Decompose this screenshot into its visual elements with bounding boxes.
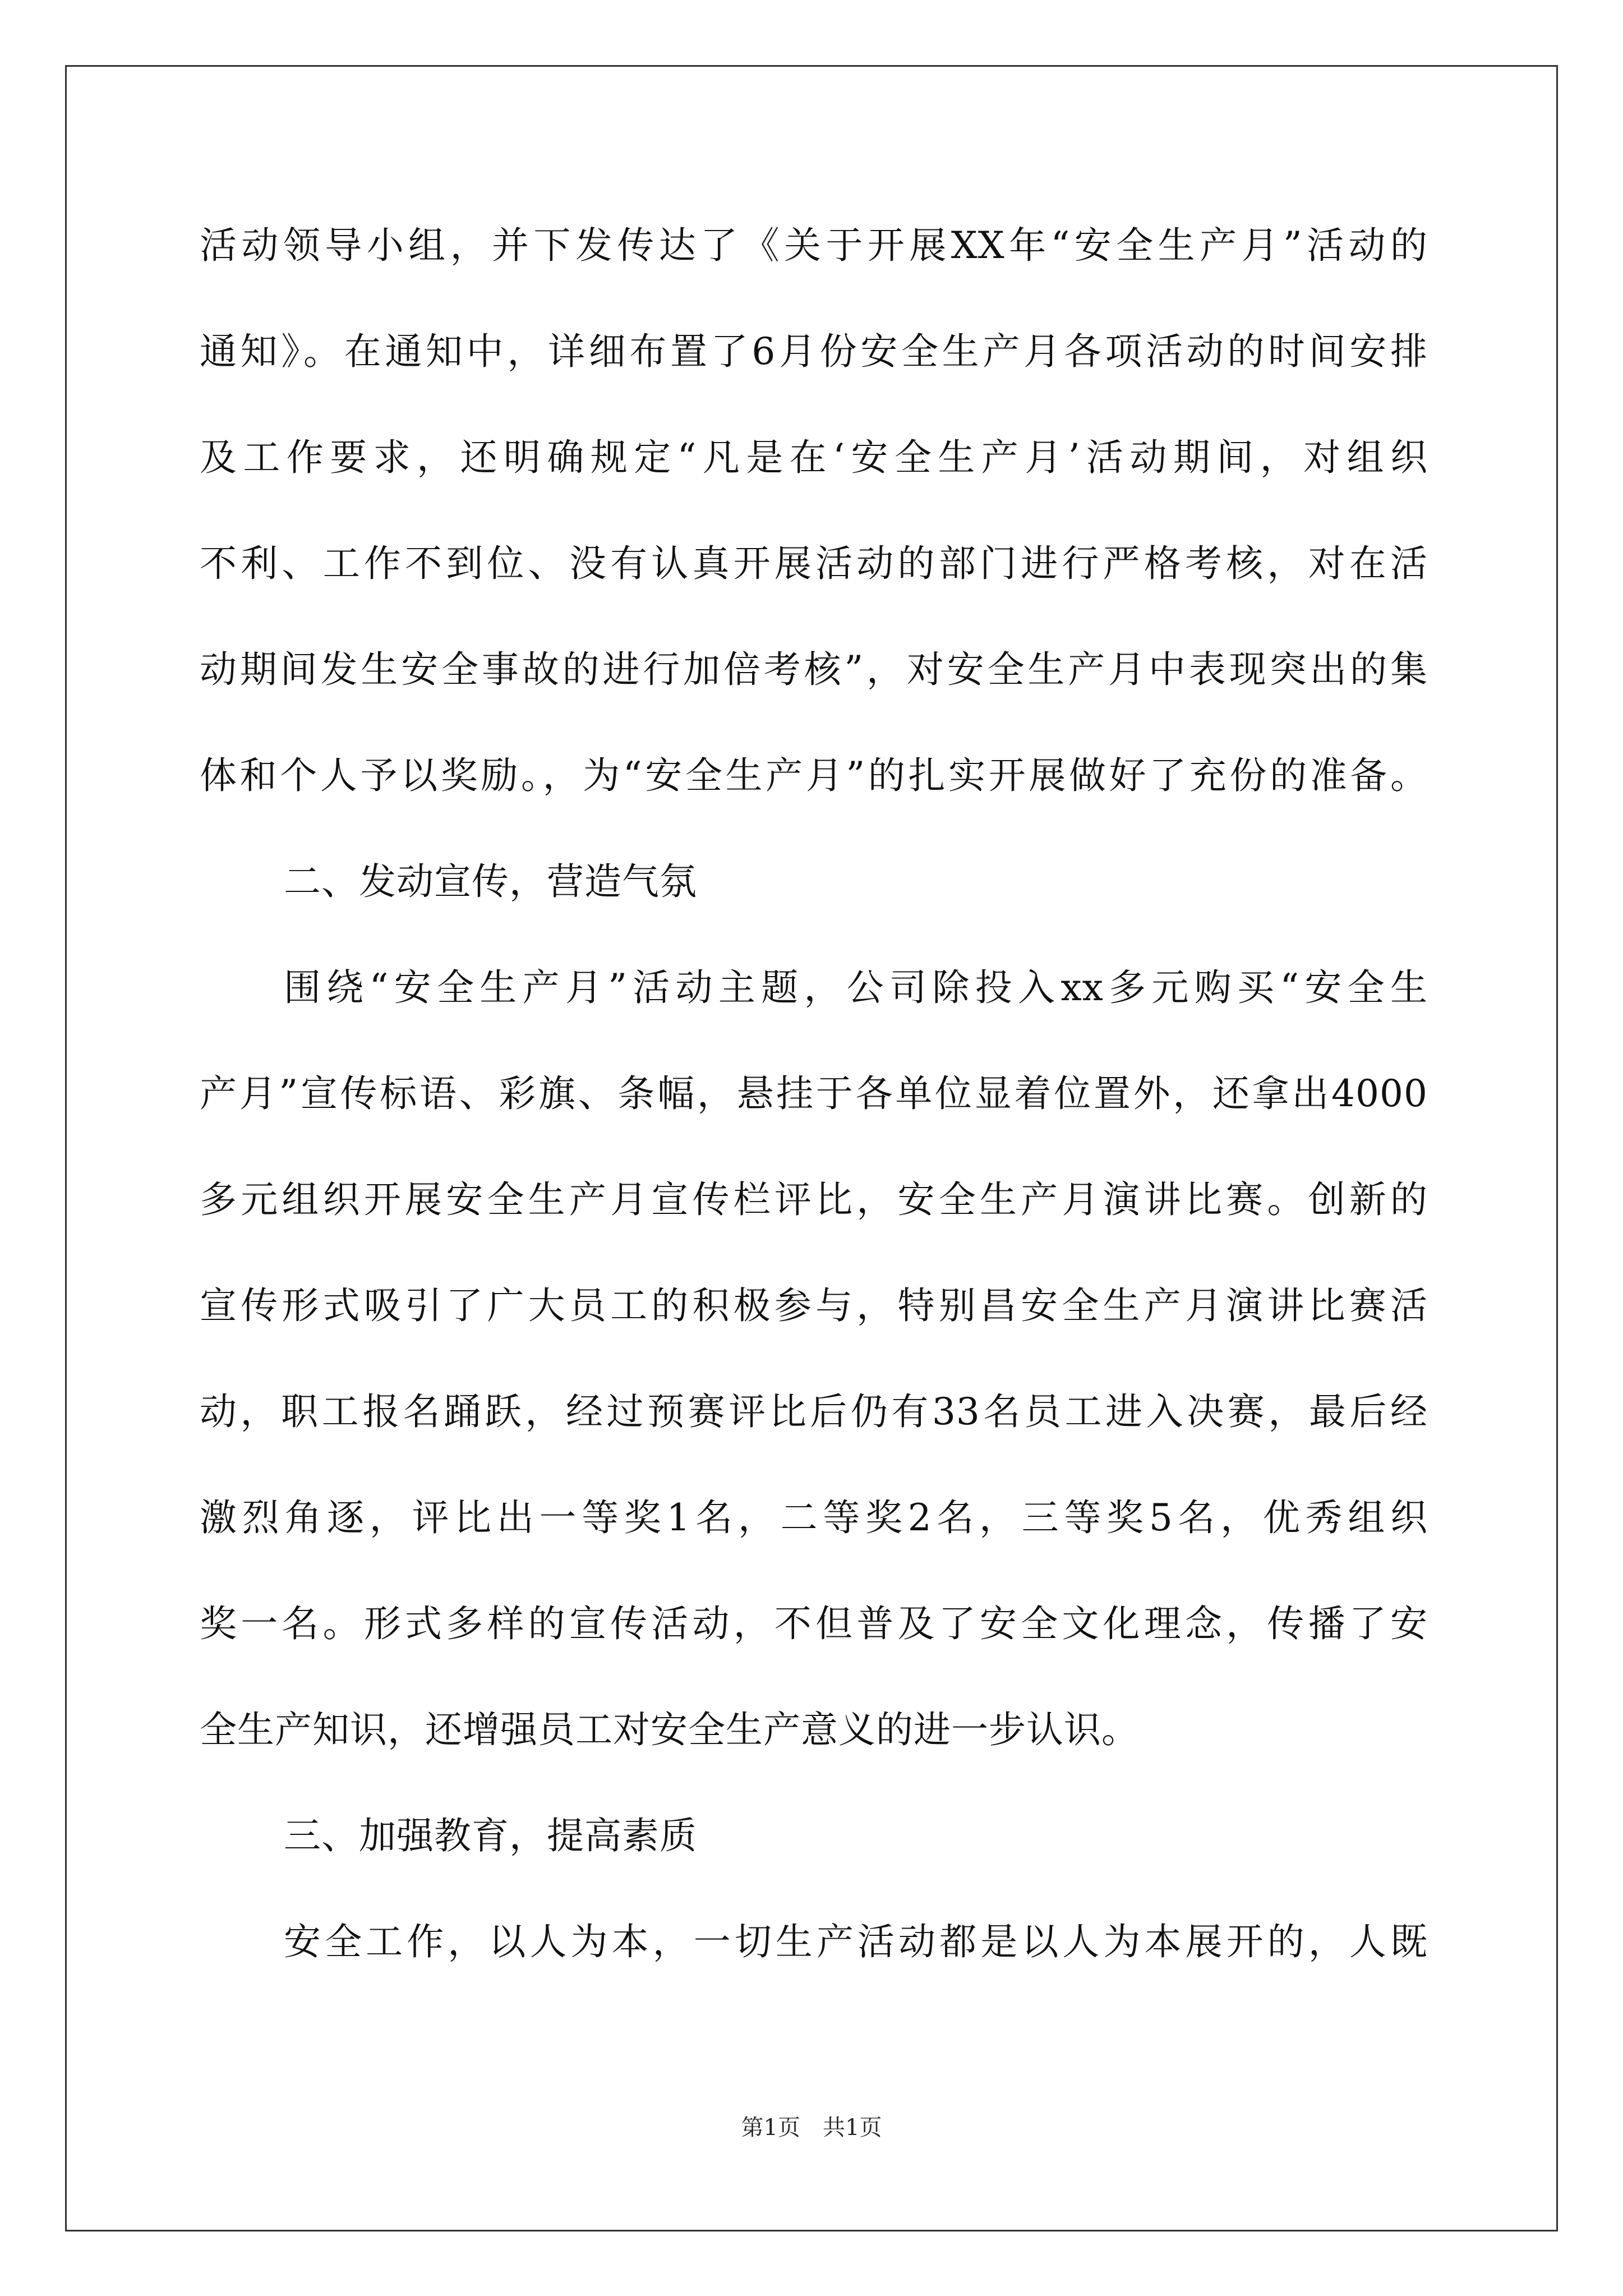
body-text-line: 活动领导小组，并下发传达了《关于开展XX年“安全生产月”活动的 bbox=[200, 224, 1428, 267]
section-heading: 二、发动宣传，营造气氛 bbox=[284, 860, 697, 903]
body-text-line: 不利、工作不到位、没有认真开展活动的部门进行严格考核，对在活 bbox=[200, 542, 1428, 585]
body-text-line: 围绕“安全生产月”活动主题，公司除投入xx多元购买“安全生 bbox=[284, 966, 1428, 1009]
body-text-line: 动期间发生安全事故的进行加倍考核”，对安全生产月中表现突出的集 bbox=[200, 648, 1428, 691]
page-border bbox=[65, 65, 1558, 2231]
body-text-line: 通知》。在通知中，详细布置了6月份安全生产月各项活动的时间安排 bbox=[200, 330, 1428, 373]
section-heading: 三、加强教育，提高素质 bbox=[284, 1814, 697, 1857]
body-text-line: 多元组织开展安全生产月宣传栏评比，安全生产月演讲比赛。创新的 bbox=[200, 1178, 1428, 1221]
body-text-line: 安全工作，以人为本，一切生产活动都是以人为本展开的，人既 bbox=[284, 1920, 1428, 1963]
body-text-line: 全生产知识，还增强员工对安全生产意义的进一步认识。 bbox=[200, 1708, 1139, 1751]
body-text-line: 体和个人予以奖励。，为“安全生产月”的扎实开展做好了充份的准备。 bbox=[200, 754, 1428, 797]
body-text-line: 产月”宣传标语、彩旗、条幅，悬挂于各单位显着位置外，还拿出4000 bbox=[200, 1072, 1428, 1115]
body-text-line: 动，职工报名踊跃，经过预赛评比后仍有33名员工进入决赛，最后经 bbox=[200, 1390, 1428, 1433]
body-text-line: 宣传形式吸引了广大员工的积极参与，特别昌安全生产月演讲比赛活 bbox=[200, 1284, 1428, 1327]
body-text-line: 奖一名。形式多样的宣传活动，不但普及了安全文化理念，传播了安 bbox=[200, 1602, 1428, 1645]
page-footer: 第1页 共1页 bbox=[741, 2115, 882, 2141]
body-text-line: 激烈角逐，评比出一等奖1名，二等奖2名，三等奖5名，优秀组织 bbox=[200, 1496, 1428, 1539]
body-text-line: 及工作要求，还明确规定“凡是在‘安全生产月’活动期间，对组织 bbox=[200, 436, 1428, 479]
